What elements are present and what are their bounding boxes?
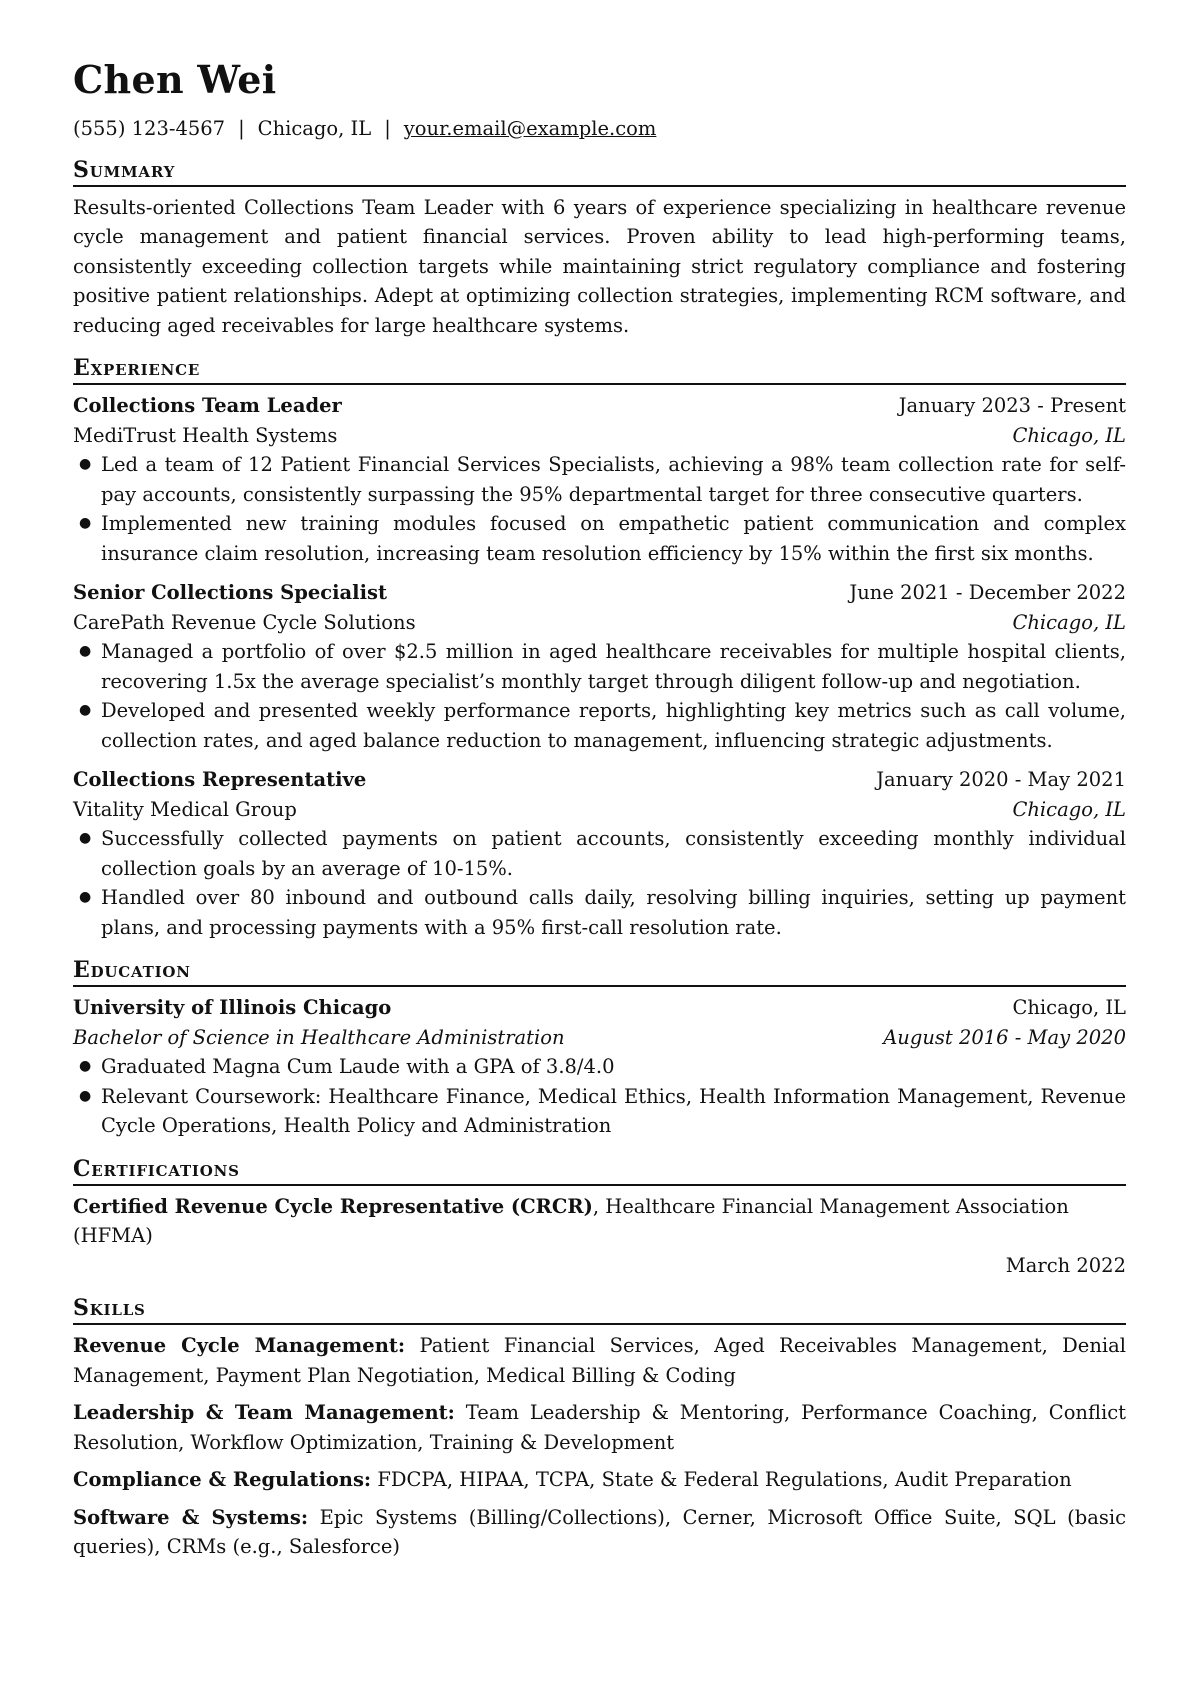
certification-name: Certified Revenue Cycle Representative (CRCR)	[73, 1194, 593, 1218]
section-heading-summary: Summary	[73, 156, 1126, 187]
certification-issuer: , Healthcare Financial Management Association (HFMA)	[73, 1194, 1069, 1247]
education-dates: August 2016 - May 2020	[883, 1025, 1126, 1049]
skill-group	[73, 1398, 1126, 1457]
skill-group-items: FDCPA, HIPAA, TCPA, State & Federal Regulations, Audit Preparation	[371, 1468, 1072, 1491]
job-entry	[73, 765, 1126, 942]
school-name: University of Illinois Chicago	[73, 996, 392, 1019]
email-link[interactable]: your.email@example.com	[403, 117, 657, 140]
bullet-item: ● Handled over 80 inbound and outbound calls daily, resolving billing inquiries, setting up payment plans, and processing payments with a 95% first-call resolution rate.	[73, 883, 1126, 942]
certification-date: March 2022	[1005, 1253, 1126, 1277]
section-heading-skills: Skills	[73, 1294, 1126, 1325]
skill-group-items: Team Leadership & Mentoring, Performance Coaching, Conflict Resolution, Workflow Optimization, Training & Development	[73, 1401, 1126, 1454]
bullet-item: ● Developed and presented weekly performance reports, highlighting key metrics such as call volume, collection rates, and aged balance reduction to management, influencing strategic adjustments.	[73, 696, 1126, 755]
job-company: MediTrust Health Systems	[73, 423, 338, 447]
contact-separator: |	[384, 117, 391, 140]
section-heading-experience: Experience	[73, 354, 1126, 385]
summary-text: Results-oriented Collections Team Leader with 6 years of experience specializing in healthcare revenue cycle management and patient financial services. Proven ability to lead high-performing teams, consistently exceeding collection targets while maintaining strict regulatory compliance and fostering positive patient relationships. Adept at optimizing collection strategies, implementing RCM software, and reducing aged receivables for large healthcare systems.	[73, 195, 1126, 337]
job-bullets	[73, 637, 1126, 755]
bullet-item: ● Implemented new training modules focused on empathetic patient communication and complex insurance claim resolution, increasing team resolution efficiency by 15% within the first six months.	[73, 509, 1126, 568]
bullet-dot-icon: ●	[79, 702, 92, 718]
job-dates: January 2020 - May 2021	[876, 768, 1126, 791]
location-text: Chicago, IL	[257, 117, 372, 140]
experience-section	[73, 354, 1126, 942]
section-heading-education: Education	[73, 956, 1126, 987]
job-company: CarePath Revenue Cycle Solutions	[73, 610, 416, 634]
skill-group-label: Compliance & Regulations:	[73, 1468, 372, 1491]
skill-group-items: Epic Systems (Billing/Collections), Cerner, Microsoft Office Suite, SQL (basic queries), CRMs (e.g., Salesforce)	[73, 1505, 1126, 1558]
skill-group-label: Leadership & Team Management:	[73, 1401, 455, 1424]
job-entry	[73, 578, 1126, 755]
contact-separator: |	[238, 117, 245, 140]
certifications-section	[73, 1155, 1126, 1281]
degree-name: Bachelor of Science in Healthcare Administration	[73, 1025, 565, 1049]
skill-group	[73, 1331, 1126, 1390]
candidate-name: Chen Wei	[73, 57, 277, 102]
job-location: Chicago, IL	[1012, 610, 1126, 634]
job-company: Vitality Medical Group	[73, 797, 297, 821]
bullet-item: ● Relevant Coursework: Healthcare Finance, Medical Ethics, Health Information Management, Revenue Cycle Operations, Health Policy and Administration	[73, 1082, 1126, 1141]
job-dates: January 2023 - Present	[898, 394, 1126, 417]
job-bullets	[73, 824, 1126, 942]
skill-group	[73, 1465, 1126, 1495]
bullet-dot-icon: ●	[79, 1087, 92, 1104]
job-location: Chicago, IL	[1012, 423, 1126, 447]
job-dates: June 2021 - December 2022	[849, 581, 1126, 604]
bullet-item: ● Led a team of 12 Patient Financial Services Specialists, achieving a 98% team collection rate for self-pay accounts, consistently surpassing the 95% departmental target for three consecutive quarters.	[73, 450, 1126, 509]
bullet-dot-icon: ●	[79, 1058, 92, 1074]
bullet-item: ● Managed a portfolio of over $2.5 million in aged healthcare receivables for multiple hospital clients, recovering 1.5x the average specialist’s monthly target through diligent follow-up and negotiation.	[73, 637, 1126, 696]
job-title: Collections Team Leader	[73, 394, 342, 417]
bullet-dot-icon: ●	[79, 889, 92, 905]
job-title: Senior Collections Specialist	[73, 581, 387, 604]
job-entry	[73, 391, 1126, 568]
skill-group	[73, 1503, 1126, 1562]
bullet-dot-icon: ●	[79, 456, 92, 472]
certification-entry	[73, 1192, 1126, 1281]
contact-line	[73, 114, 1126, 144]
skills-section	[73, 1294, 1126, 1562]
skill-group-label: Revenue Cycle Management:	[73, 1334, 406, 1357]
skill-group-label: Software & Systems:	[73, 1505, 309, 1529]
bullet-dot-icon: ●	[79, 830, 92, 846]
education-bullets	[73, 1052, 1126, 1141]
resume-page	[73, 58, 1126, 1576]
phone-number: (555) 123-4567	[73, 117, 226, 140]
bullet-item: ● Graduated Magna Cum Laude with a GPA of 3.8/4.0	[73, 1052, 1126, 1082]
summary-section	[73, 156, 1126, 341]
bullet-dot-icon: ●	[79, 643, 92, 659]
bullet-dot-icon: ●	[79, 515, 92, 531]
bullet-item: ● Successfully collected payments on patient accounts, consistently exceeding monthly individual collection goals by an average of 10-15%.	[73, 824, 1126, 883]
section-heading-certifications: Certifications	[73, 1155, 1126, 1186]
job-location: Chicago, IL	[1012, 797, 1126, 821]
skill-group-items: Patient Financial Services, Aged Receivables Management, Denial Management, Payment Plan Negotiation, Medical Billing & Coding	[73, 1334, 1126, 1387]
education-section	[73, 956, 1126, 1141]
job-bullets	[73, 450, 1126, 568]
job-title: Collections Representative	[73, 768, 367, 791]
school-location: Chicago, IL	[1012, 996, 1126, 1019]
